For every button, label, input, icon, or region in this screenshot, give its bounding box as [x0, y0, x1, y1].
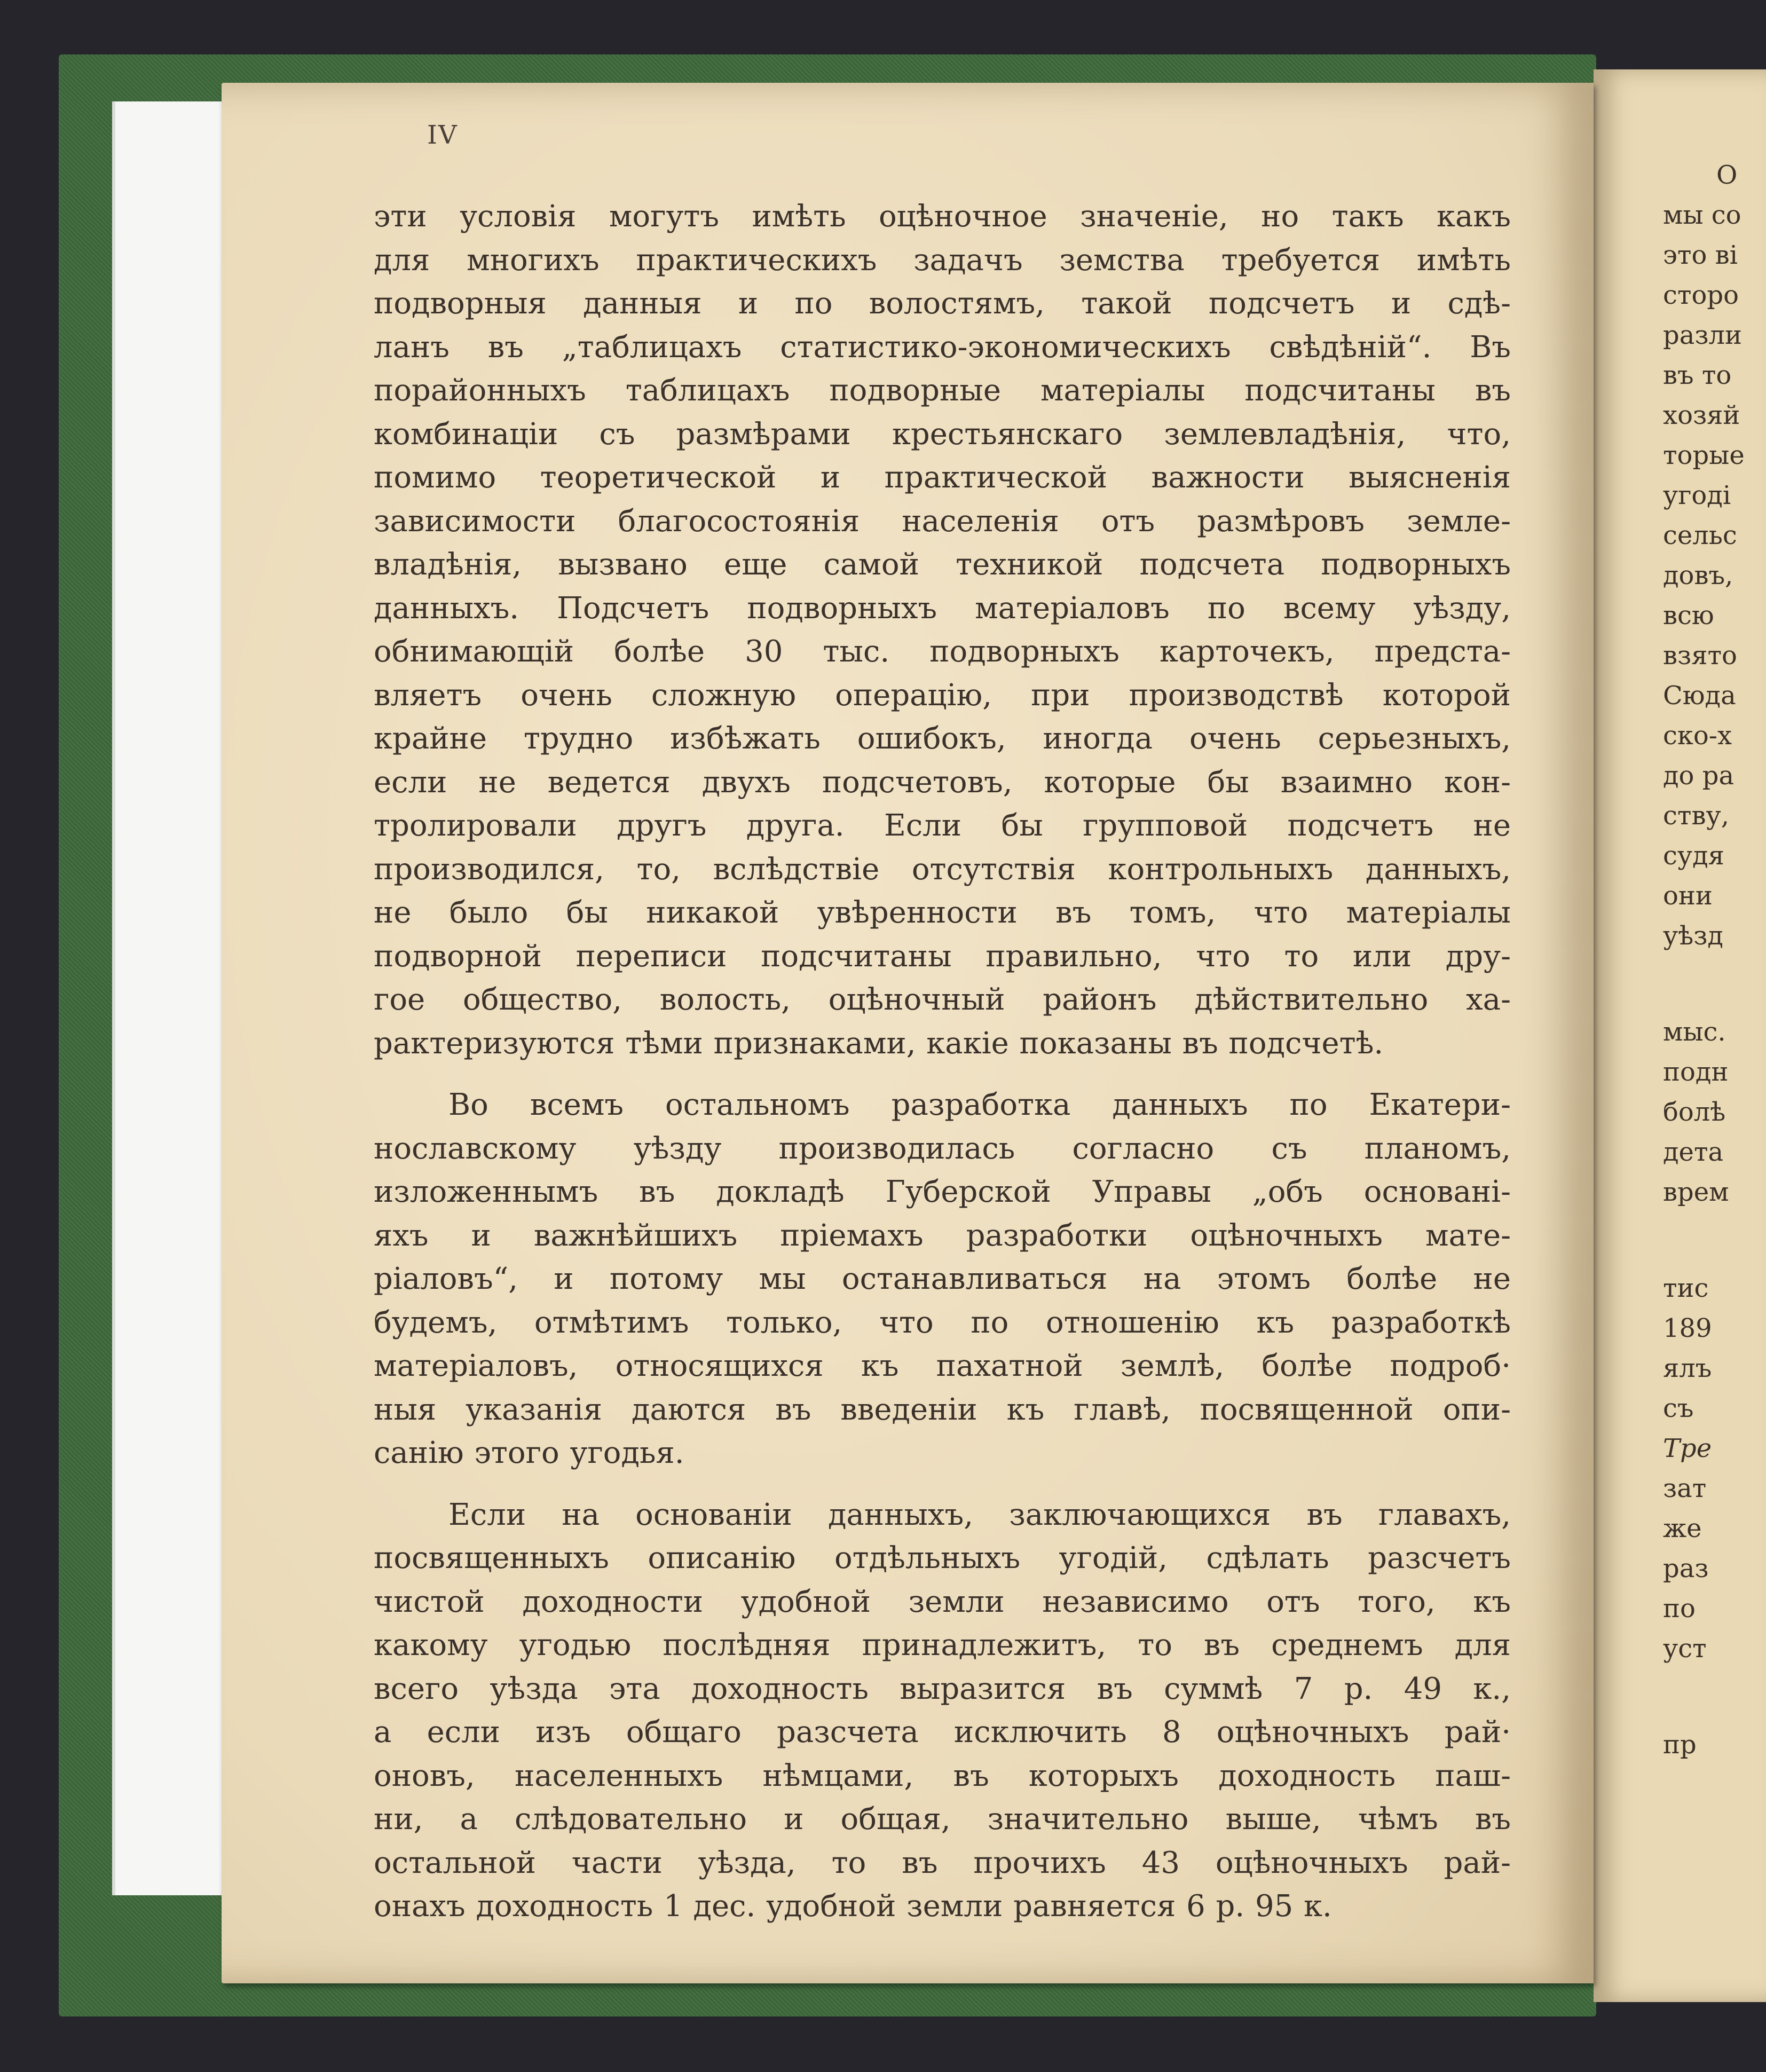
facing-page-text-fragment: подн [1663, 1057, 1729, 1087]
text-line: оновъ, населенныхъ нѣмцами, въ которыхъ доходность паш- [374, 1758, 1511, 1793]
facing-page-text-fragment: Тре [1663, 1433, 1712, 1463]
facing-page-text-fragment: сторо [1663, 280, 1739, 310]
facing-page-text-fragment: въ то [1663, 360, 1732, 390]
facing-page-text-fragment: болѣ [1663, 1097, 1726, 1127]
facing-page-text-fragment: это ві [1663, 240, 1738, 270]
facing-page-text-fragment: уст [1663, 1634, 1707, 1664]
text-line: яхъ и важнѣйшихъ пріемахъ разработки оцѣночныхъ мате- [374, 1218, 1511, 1253]
facing-page-text-fragment: же [1663, 1514, 1702, 1543]
text-line: эти условія могутъ имѣть оцѣночное значеніе, но такъ какъ [374, 199, 1511, 234]
text-line: ни, а слѣдовательно и общая, значительно выше, чѣмъ въ [374, 1802, 1511, 1837]
facing-page-text-fragment: судя [1663, 841, 1724, 871]
facing-page-text-fragment: уѣзд [1663, 921, 1723, 951]
paragraph [374, 1493, 1511, 1928]
text-line: не было бы никакой увѣренности въ томъ, что матеріалы [374, 895, 1511, 930]
text-line: тролировали другъ друга. Если бы групповой подсчетъ не [374, 808, 1511, 843]
facing-page-text-fragment: зат [1663, 1474, 1707, 1503]
text-line: помимо теоретической и практической важности выясненія [374, 460, 1511, 495]
text-line: комбинаціи съ размѣрами крестьянскаго землевладѣнія, что, [374, 416, 1511, 452]
facing-page-text-fragment: тис [1663, 1273, 1709, 1303]
facing-page-text-fragment: всю [1663, 601, 1714, 631]
text-line: ріаловъ“, и потому мы останавливаться на этомъ болѣе не [374, 1262, 1511, 1296]
facing-page-text-fragment: до ра [1663, 761, 1735, 791]
facing-page-text-fragment: довъ, [1663, 561, 1733, 590]
page-body-text [374, 195, 1511, 1928]
text-line: рактеризуются тѣми признаками, какіе показаны въ подсчетѣ. [374, 1026, 1384, 1061]
text-line: Во всемъ остальномъ разработка данныхъ по Екатери- [448, 1088, 1511, 1122]
facing-page-text-fragment: по [1663, 1594, 1696, 1624]
text-line: чистой доходности удобной земли независимо отъ того, къ [374, 1584, 1511, 1619]
text-line: изложеннымъ въ докладѣ Губерской Управы „объ основані- [374, 1175, 1511, 1209]
text-line: для многихъ практическихъ задачъ земства требуется имѣть [374, 242, 1511, 278]
facing-page-text-fragment: ству, [1663, 801, 1729, 831]
facing-page-text-fragment: Сюда [1663, 681, 1736, 711]
text-line: крайне трудно избѣжать ошибокъ, иногда очень серьезныхъ, [374, 721, 1511, 756]
facing-page-text-fragment: мы со [1663, 200, 1741, 230]
text-line: посвященныхъ описанію отдѣльныхъ угодій, сдѣлать разсчетъ [374, 1541, 1511, 1575]
left-page [222, 83, 1594, 1983]
text-line: нославскому уѣзду производилась согласно съ планомъ, [374, 1131, 1511, 1166]
text-line: если не ведется двухъ подсчетовъ, которые бы взаимно кон- [374, 765, 1511, 800]
text-line: какому угодью послѣдняя принадлежитъ, то въ среднемъ для [374, 1628, 1511, 1663]
text-line: Если на основаніи данныхъ, заключающихся въ главахъ, [448, 1497, 1511, 1532]
page-number: IV [427, 120, 458, 150]
text-line: ланъ въ „таблицахъ статистико-экономическихъ свѣдѣній“. Въ [374, 329, 1511, 365]
facing-page-text-fragment: пр [1663, 1730, 1697, 1760]
text-line: подворныя данныя и по волостямъ, такой подсчетъ и сдѣ- [374, 286, 1511, 321]
facing-page-text-fragment: разли [1663, 320, 1743, 350]
text-line: порайонныхъ таблицахъ подворные матеріалы подсчитаны въ [374, 373, 1511, 408]
facing-page-text-fragment: 189 [1663, 1313, 1712, 1343]
facing-page-text-fragment: угоді [1663, 480, 1731, 510]
paragraph [374, 1083, 1511, 1475]
facing-page-text-fragment: дета [1663, 1137, 1724, 1167]
text-line: будемъ, отмѣтимъ только, что по отношенію къ разработкѣ [374, 1305, 1511, 1340]
facing-page-text-fragment: раз [1663, 1554, 1709, 1583]
text-line: зависимости благосостоянія населенія отъ размѣровъ земле- [374, 503, 1511, 539]
text-line: ныя указанія даются въ введеніи къ главѣ, посвященной опи- [374, 1392, 1511, 1427]
paragraph [374, 195, 1511, 1065]
facing-page-text-fragment: врем [1663, 1177, 1729, 1207]
facing-page-text-fragment: съ [1663, 1393, 1694, 1423]
text-line: матеріаловъ, относящихся къ пахатной землѣ, болѣе подроб· [374, 1349, 1511, 1383]
text-line: вляетъ очень сложную операцію, при производствѣ которой [374, 677, 1511, 713]
facing-page [1594, 69, 1766, 2002]
facing-page-text-fragment: торые [1663, 440, 1745, 470]
text-line: остальной части уѣзда, то въ прочихъ 43 оцѣночныхъ рай- [374, 1845, 1511, 1880]
text-line: данныхъ. Подсчетъ подворныхъ матеріаловъ по всему уѣзду, [374, 590, 1511, 626]
text-line: всего уѣзда эта доходность выразится въ суммѣ 7 р. 49 к., [374, 1671, 1511, 1706]
facing-page-text-fragment: ско-х [1663, 721, 1732, 751]
text-line: производился, то, вслѣдствіе отсутствія контрольныхъ данныхъ, [374, 852, 1511, 887]
text-line: онахъ доходность 1 дес. удобной земли равняется 6 р. 95 к. [374, 1889, 1332, 1924]
text-line: а если изъ общаго разсчета исключить 8 оцѣночныхъ рай· [374, 1715, 1511, 1750]
facing-page-text-fragment: взято [1663, 641, 1737, 671]
text-line: санію этого угодья. [374, 1436, 684, 1470]
facing-page-text-fragment: мыс. [1663, 1017, 1726, 1047]
text-line: владѣнія, вызвано еще самой техникой подсчета подворныхъ [374, 547, 1511, 582]
facing-page-text-fragment: ялъ [1663, 1353, 1712, 1383]
text-line: обнимающій болѣе 30 тыс. подворныхъ карточекъ, предста- [374, 634, 1511, 669]
facing-page-text-fragment: сельс [1663, 521, 1737, 550]
facing-page-text-fragment: хозяй [1663, 400, 1740, 430]
text-line: гое общество, волость, оцѣночный районъ дѣйствительно ха- [374, 982, 1511, 1017]
facing-page-text-fragment: О [1716, 160, 1738, 190]
text-line: подворной переписи подсчитаны правильно, что то или дру- [374, 939, 1511, 974]
facing-page-text-fragment: они [1663, 881, 1713, 911]
